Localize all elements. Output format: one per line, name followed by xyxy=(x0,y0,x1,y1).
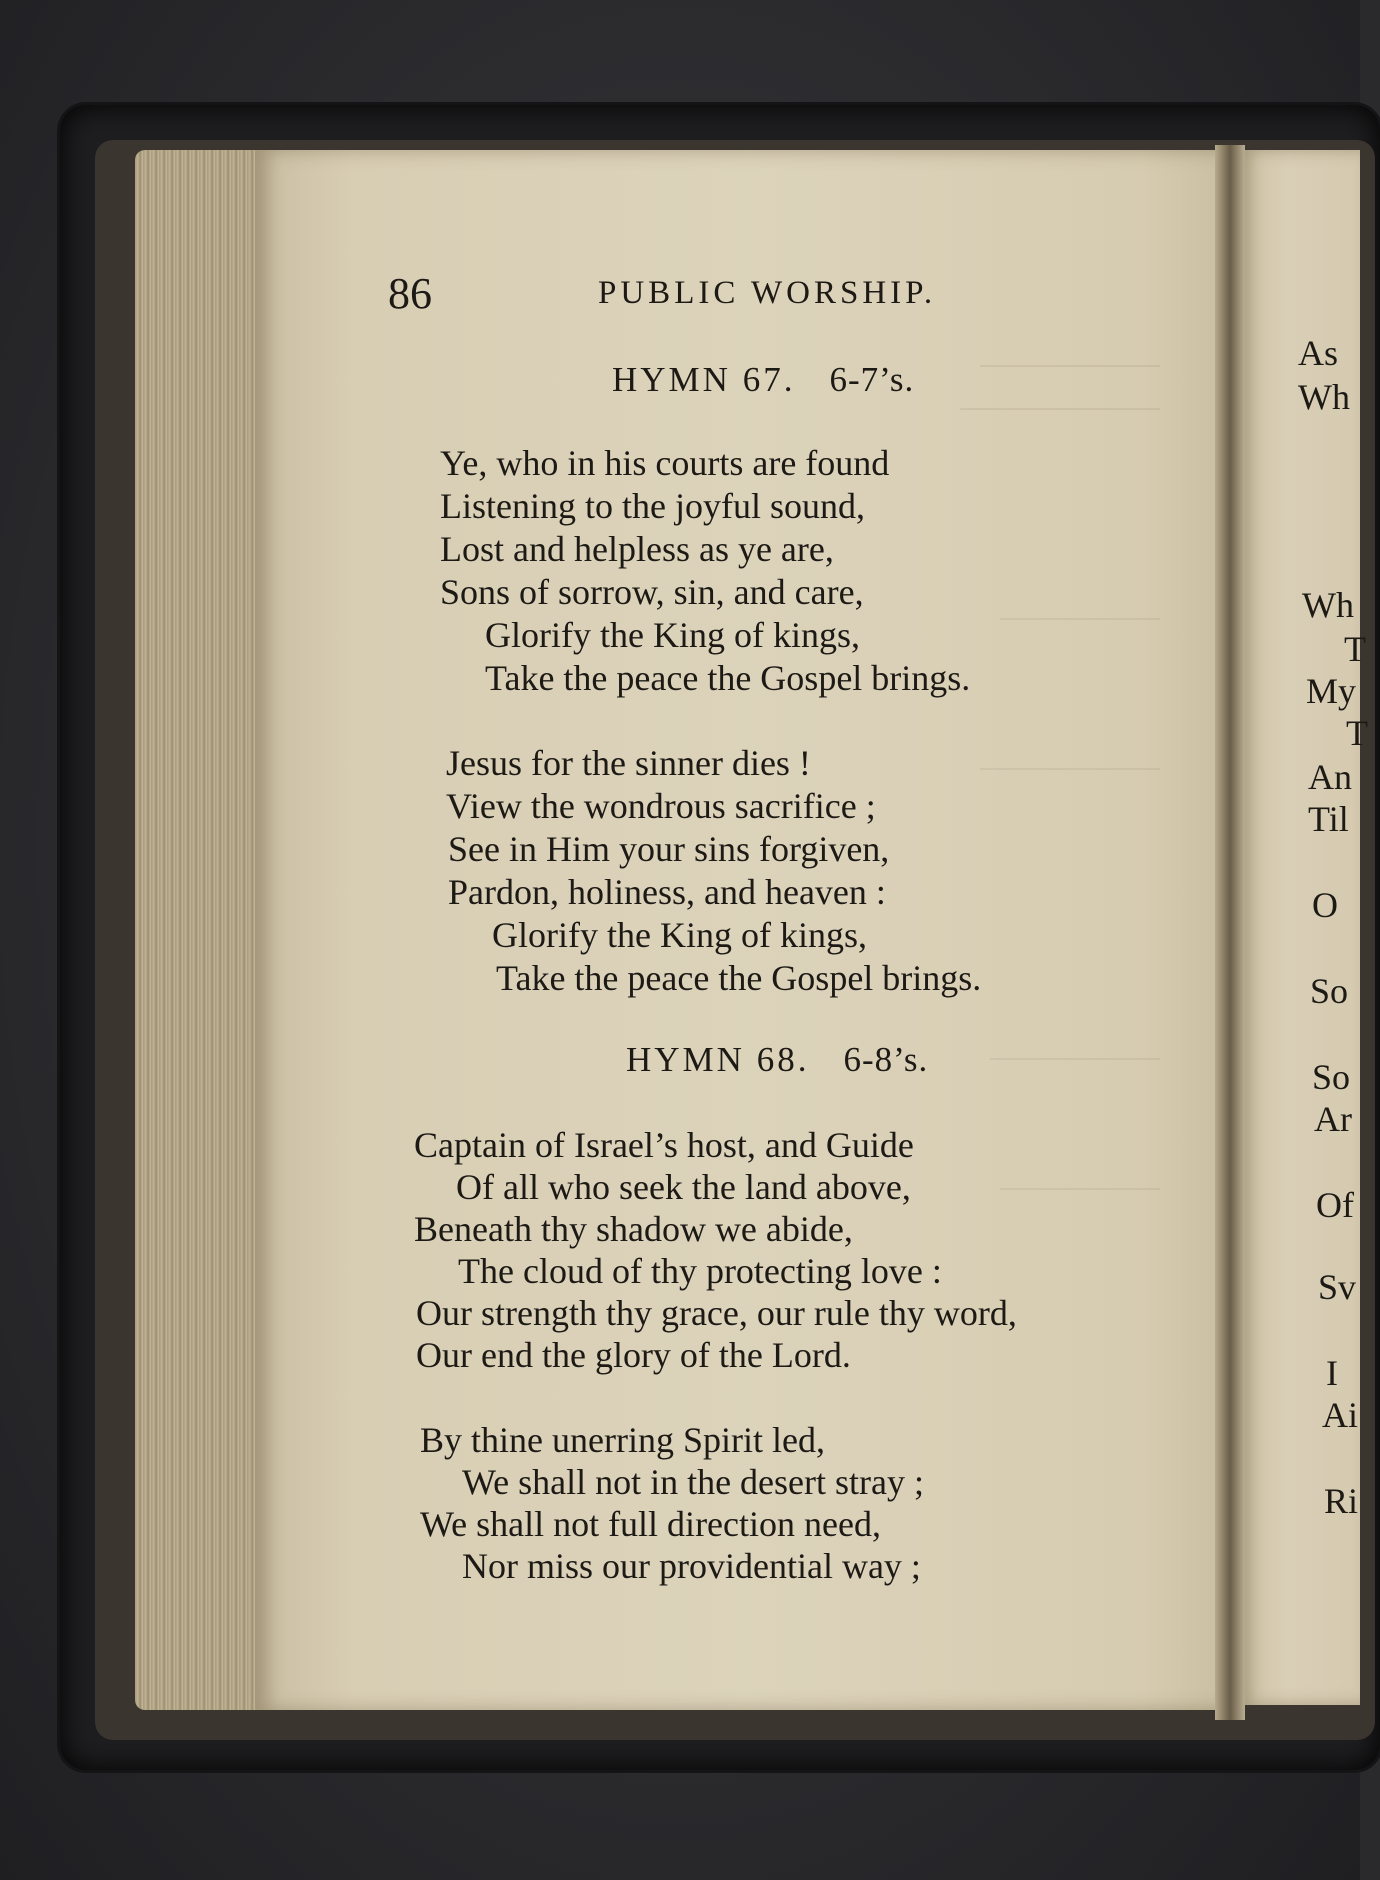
verse-line: Sons of sorrow, sin, and care, xyxy=(440,572,864,612)
verse-line: Captain of Israel’s host, and Guide xyxy=(414,1125,914,1165)
facing-fragment: Ai xyxy=(1322,1395,1358,1435)
facing-fragment: Ri xyxy=(1324,1481,1359,1521)
facing-fragment: As xyxy=(1298,333,1339,373)
facing-fragment: T xyxy=(1346,713,1368,753)
hymn-title: HYMN 67. xyxy=(612,360,796,399)
facing-fragment: Wh xyxy=(1298,377,1350,417)
verse-line: Take the peace the Gospel brings. xyxy=(485,658,971,698)
verse-line: Ye, who in his courts are found xyxy=(440,443,890,483)
verse-line: Of all who seek the land above, xyxy=(456,1167,911,1207)
verse-line: We shall not full direction need, xyxy=(420,1504,881,1544)
verse-line: By thine unerring Spirit led, xyxy=(420,1420,825,1460)
verse-line: Glorify the King of kings, xyxy=(492,915,867,955)
facing-fragment: O xyxy=(1312,885,1338,925)
facing-fragment: So xyxy=(1310,971,1349,1011)
hymn-68-heading xyxy=(626,1040,928,1080)
facing-fragment: My xyxy=(1306,671,1357,711)
verse-line: Pardon, holiness, and heaven : xyxy=(448,872,886,912)
verse-line: See in Him your sins forgiven, xyxy=(448,829,890,869)
verse-line: Our strength thy grace, our rule thy word, xyxy=(416,1293,1017,1333)
facing-fragment: An xyxy=(1308,757,1352,797)
facing-fragment: Ar xyxy=(1314,1099,1352,1139)
verse-line: Lost and helpless as ye are, xyxy=(440,529,834,569)
hymn-title: HYMN 68. xyxy=(626,1040,810,1079)
verse-line: Nor miss our providential way ; xyxy=(462,1546,921,1586)
hymn-meter: 6-8’s. xyxy=(843,1040,929,1079)
verse-line: The cloud of thy protecting love : xyxy=(458,1251,942,1291)
facing-fragment: T xyxy=(1344,629,1366,669)
facing-fragment: Til xyxy=(1308,799,1349,839)
verse-line: Beneath thy shadow we abide, xyxy=(414,1209,853,1249)
verse-line: We shall not in the desert stray ; xyxy=(462,1462,924,1502)
verse-line: Our end the glory of the Lord. xyxy=(416,1335,851,1375)
verse-line: Take the peace the Gospel brings. xyxy=(496,958,982,998)
book-gutter xyxy=(1215,145,1245,1720)
hymn-67-heading xyxy=(612,360,914,400)
page-stack-edges xyxy=(135,150,275,1710)
facing-fragment: Of xyxy=(1316,1185,1354,1225)
facing-fragment: So xyxy=(1312,1057,1351,1097)
page-number: 86 xyxy=(388,269,432,318)
facing-fragment: Sv xyxy=(1318,1267,1357,1307)
facing-fragment: I xyxy=(1326,1353,1338,1393)
verse-line: Jesus for the sinner dies ! xyxy=(446,743,811,783)
verse-line: Glorify the King of kings, xyxy=(485,615,860,655)
hymn-meter: 6-7’s. xyxy=(829,360,915,399)
running-head: PUBLIC WORSHIP. xyxy=(598,275,937,311)
verse-line: Listening to the joyful sound, xyxy=(440,486,865,526)
facing-fragment: Wh xyxy=(1302,585,1354,625)
verse-line: View the wondrous sacrifice ; xyxy=(446,786,876,826)
